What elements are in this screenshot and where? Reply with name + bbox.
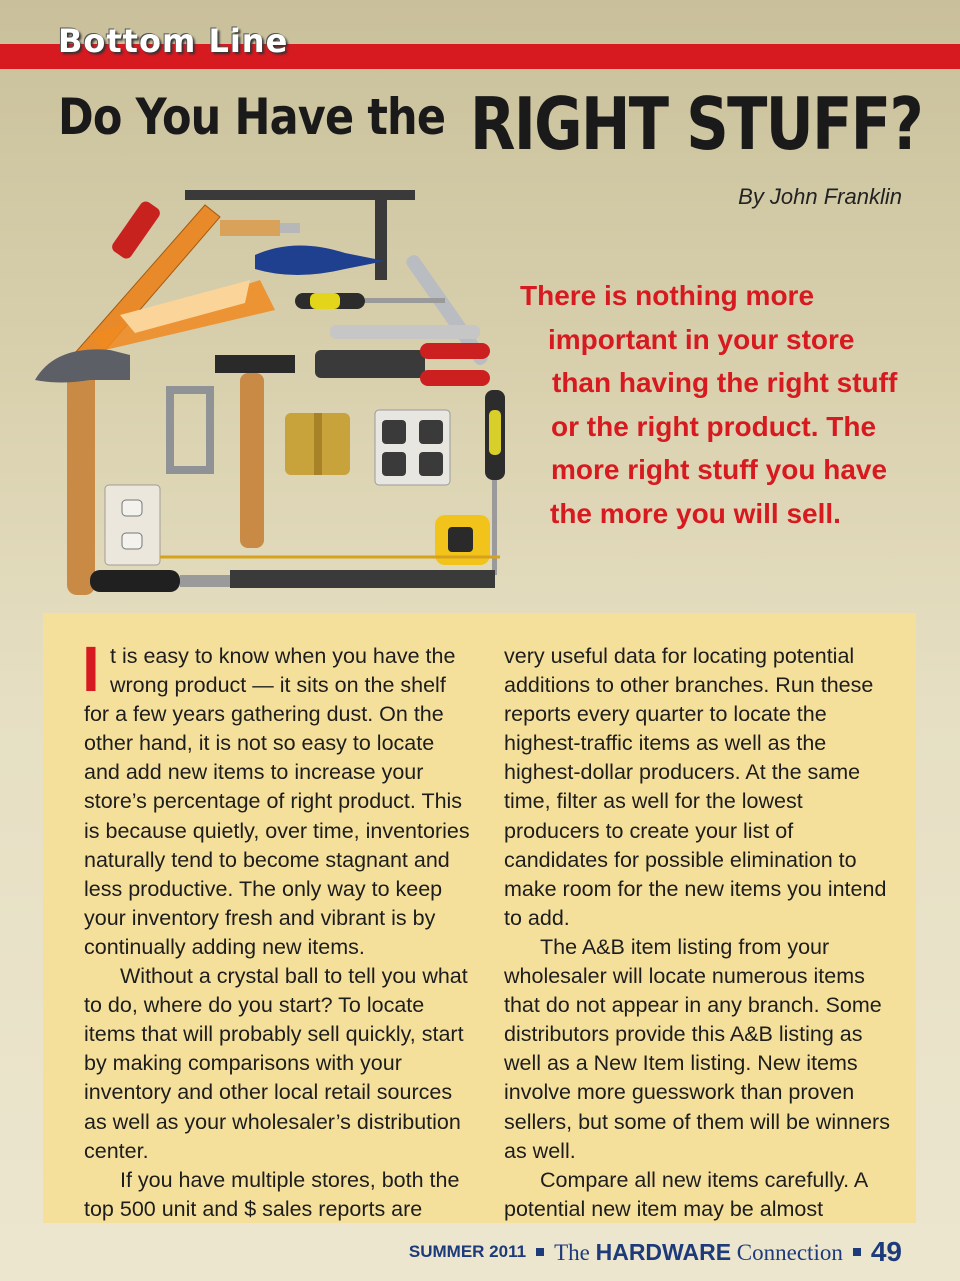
article-title [58,82,923,166]
paragraph: The A&B item listing from your wholesaler will locate numerous items that do not appear in any branch. Some distributors provide this A&B listing as well as a New Item listing. New items involve more guesswork than proven sellers, but some of them will be winners as well. [504,934,890,1163]
paragraph: I t is easy to know when you have the wrong product — it sits on the shelf for a few years gathering dust. On the other hand, it is not so easy to locate and add new items to increase your store’s percentage of right product. This is because quietly, over time, inventories naturally tend to become stagnant and less productive. The only way to keep your inventory fresh and vibrant is by continually adding new items. [82,633,470,959]
page-number: 49 [870,1236,902,1267]
bullet-square-icon [853,1248,861,1256]
pull-quote-line: There is nothing more [520,280,815,311]
article-column-1 [82,633,474,1224]
page-footer [409,1236,902,1268]
paragraph: Compare all new items carefully. A potential new item may be almost [504,1167,868,1221]
paragraph: If you have multiple stores, both the top 500 unit and $ sales reports are [84,1167,460,1221]
title-part-2: RIGHT STUFF? [470,82,923,166]
section-label: Bottom Line [58,22,289,60]
pull-quote-line: important in your store [548,323,855,355]
title-part-1: Do You Have the [58,88,446,146]
paragraph: very useful data for locating potential additions to other branches. Run these reports every quarter to locate the highest-traffic items as well as the highest-dollar producers. At the same time, filter as well for the lowest producers to create your list of candidates for possible elimination to make room for the new items you intend to add. [504,644,887,930]
pull-quote-line: more right stuff you have [551,454,888,486]
paragraph: Without a crystal ball to tell you what to do, where do you start? To locate items that will probably sell quickly, start by making comparisons with your inventory and other local retail sources as well as your wholesaler’s distribution center. [84,964,468,1163]
byline: By John Franklin [738,184,902,209]
issue-season: SUMMER 2011 [408,1242,527,1261]
bullet-square-icon [536,1248,544,1256]
drop-cap: I [82,633,100,705]
pull-quote [520,274,940,536]
pull-quote-line: the more you will sell. [550,497,841,529]
magazine-name: The HARDWARE Connection [554,1238,843,1265]
pull-quote-line: or the right product. The [551,410,877,442]
tools-house-illustration [30,185,530,605]
pull-quote-line: than having the right stuff [552,367,898,399]
article-column-2 [504,642,894,1224]
